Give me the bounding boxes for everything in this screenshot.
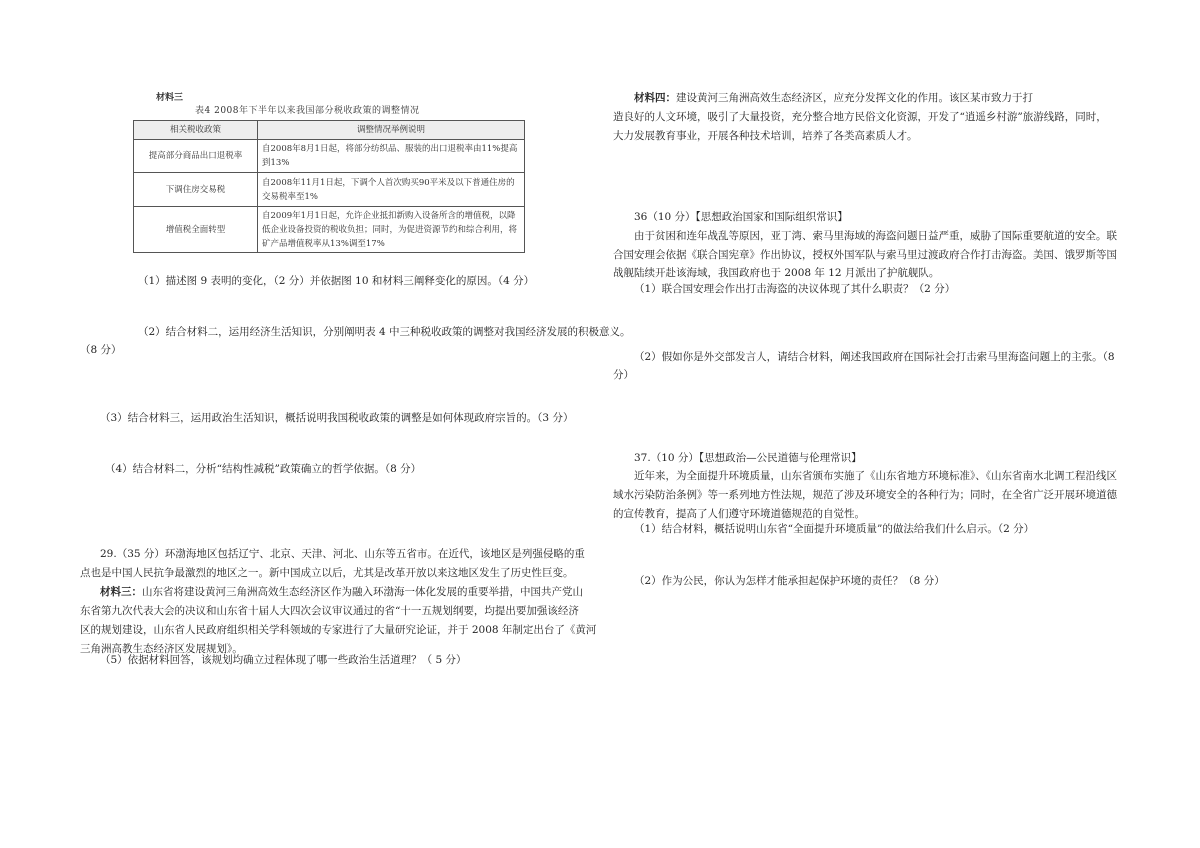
question-1: （1）描述图 9 表明的变化，（2 分）并依据图 10 和材料三阐释变化的原因。（4 分） <box>138 275 535 287</box>
table-cell-policy: 提高部分商品出口退税率 <box>134 140 258 173</box>
question-29-line1: 29.（35 分）环渤海地区包括辽宁、北京、天津、河北、山东等五省市。在近代，该地区是列强侵略的重 <box>100 548 585 560</box>
question-2-line1: （2）结合材料二，运用经济生活知识，分别阐明表 4 中三种税收政策的调整对我国经济发展的积极意义。 <box>138 326 631 338</box>
question-37-header: 37.（10 分）【思想政治—公民道德与伦理常识】 <box>634 452 862 464</box>
table-cell-description: 自2008年11月1日起，下调个人首次购买90平米及以下普通住房的交易税率至1% <box>258 173 525 207</box>
material4-label: 材料四： <box>634 92 676 104</box>
table-cell-description: 自2009年1月1日起，允许企业抵扣新购入设备所含的增值税，以降低企业设备投资的税收负担；同时，为促进资源节约和综合利用，将矿产品增值税率从13%调至17% <box>258 207 525 253</box>
question-37-line2: 域水污染防治条例》等一系列地方性法规，规范了涉及环境安全的各种行为；同时，在全省广泛开展环境道德 <box>613 489 1117 501</box>
question-36-2-line2: 分） <box>613 369 634 381</box>
table-cell-policy: 下调住房交易税 <box>134 173 258 207</box>
question-36-1: （1）联合国安理会作出打击海盗的决议体现了其什么职责？（2 分） <box>634 283 956 295</box>
material3b-first-line <box>100 583 583 602</box>
question-37-2: （2）作为公民，你认为怎样才能承担起保护环境的责任？（8 分） <box>634 575 945 587</box>
question-37-line1: 近年来，为全面提升环境质量，山东省颁布实施了《山东省地方环境标准》、《山东省南水北调工程沿线区 <box>634 470 1117 482</box>
question-29-line2: 点也是中国人民抗争最激烈的地区之一。新中国成立以后，尤其是改革开放以来这地区发生了历史性巨变。 <box>80 567 574 579</box>
tax-policy-table <box>133 120 525 253</box>
material3b-line3: 区的规划建设，山东省人民政府组织相关学科领域的专家进行了大量研究论证，并于 2008 年制定出台了《黄河 <box>80 624 597 636</box>
question-36-line3: 战舰陆续开赴该海域，我国政府也于 2008 年 12 月派出了护航舰队。 <box>613 267 940 279</box>
question-36-line1: 由于贫困和连年战乱等原因，亚丁湾、索马里海域的海盗问题日益严重，威胁了国际重要航道的安全。联 <box>634 230 1117 242</box>
question-3: （3）结合材料三，运用政治生活知识，概括说明我国税收政策的调整是如何体现政府宗旨的。（3 分） <box>100 412 574 424</box>
question-5: （5）依据材料回答，该规划均确立过程体现了哪一些政治生活道理？（ 5 分） <box>100 654 467 666</box>
table-title: 表4 2008年下半年以来我国部分税收政策的调整情况 <box>195 106 420 116</box>
table-row <box>134 207 525 253</box>
material3-label: 材料三 <box>156 93 184 103</box>
table-header-policy: 相关税收政策 <box>134 121 258 140</box>
table-cell-description: 自2008年8月1日起，将部分纺织品、服装的出口退税率由11%提高到13% <box>258 140 525 173</box>
question-37-line3: 的宣传教育，提高了人们遵守环境道德规范的自觉性。 <box>613 508 865 520</box>
question-36-line2: 合国安理会依据《联合国宪章》作出协议，授权外国军队与索马里过渡政府合作打击海盗。美国、饿罗斯等国 <box>613 249 1117 261</box>
question-2-line2: （8 分） <box>80 344 122 356</box>
material4-line1: 建设黄河三角洲高效生态经济区，应充分发挥文化的作用。该区某市致力于打 <box>676 92 1033 104</box>
table-row <box>134 140 525 173</box>
question-4: （4）结合材料二，分析“结构性减税”政策确立的哲学依据。（8 分） <box>105 463 422 475</box>
table-header-description: 调整情况举例说明 <box>258 121 525 140</box>
material3b-line2: 东省第九次代表大会的决议和山东省十届人大四次会议审议通过的省“十一五规划纲要，均提出要加强该经济 <box>80 605 579 617</box>
question-37-1: （1）结合材料，概括说明山东省“全面提升环境质量”的做法给我们什么启示。（2 分） <box>634 523 1035 535</box>
table-row <box>134 173 525 207</box>
material4-first-line <box>634 89 1033 108</box>
table-cell-policy: 增值税全面转型 <box>134 207 258 253</box>
material3b-line1: 山东省将建设黄河三角洲高效生态经济区作为融入环渤海一体化发展的重要举措，中国共产党山 <box>142 586 583 598</box>
material3b-line4: 三角洲高教生态经济区发展规划》。 <box>80 643 243 655</box>
material3b-label: 材料三： <box>100 586 142 598</box>
material4-line2: 造良好的人文环境，吸引了大量投资，充分整合地方民俗文化资源，开发了“逍遥乡村游”旅游线路，同时， <box>613 111 1107 123</box>
question-36-2-line1: （2）假如你是外交部发言人，请结合材料，阐述我国政府在国际社会打击索马里海盗问题上的主张。（8 <box>634 351 1115 363</box>
material4-line3: 大力发展教育事业，开展各种技术培训，培养了各类高素质人才。 <box>613 130 918 142</box>
question-36-header: 36（10 分）【思想政治国家和国际组织常识】 <box>634 211 848 223</box>
